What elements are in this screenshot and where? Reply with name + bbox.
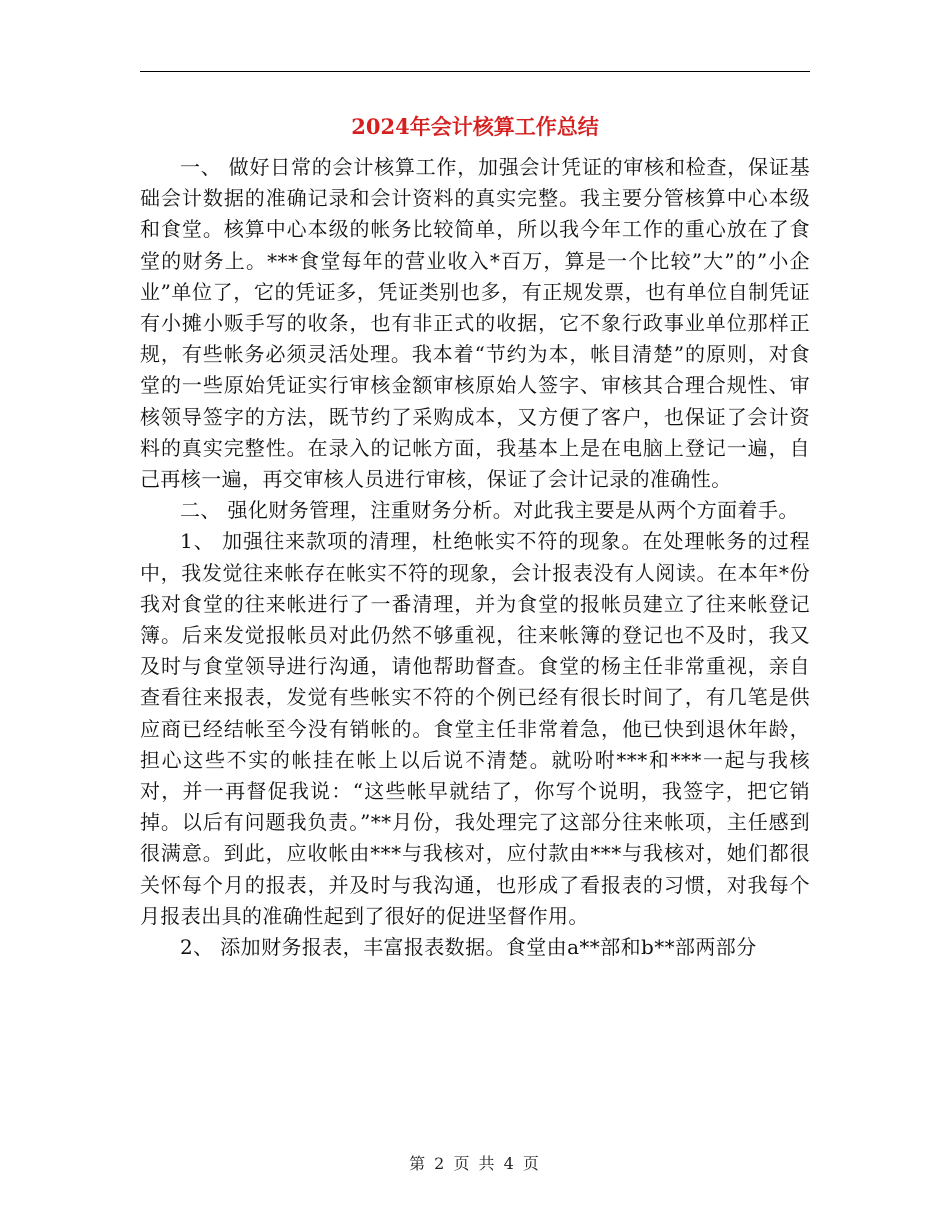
paragraph-section-1: 一、 做好日常的会计核算工作，加强会计凭证的审核和检查，保证基础会计数据的准确记录和会计资料的真实完整。我主要分管核算中心本级和食堂。核算中心本级的帐务比较简单，所以我今年工作的重心放在了食堂的财务上。***食堂每年的营业收入*百万，算是一个比较”大”的”小企业”单位了，它的凭证多，凭证类别也多，有正规发票，也有单位自制凭证有小摊小贩手写的收条，也有非正式的收据，它不象行政事业单位那样正规，有些帐务必须灵活处理。我本着“节约为本，帐目清楚”的原则，对食堂的一些原始凭证实行审核金额审核原始人签字、审核其合理合规性、审核领导签字的方法，既节约了采购成本，又方便了客户，也保证了会计资料的真实完整性。在录入的记帐方面，我基本上是在电脑上登记一遍，自己再核一遍，再交审核人员进行审核，保证了会计记录的准确性。 (140, 155, 810, 492)
page-number-footer: 第 2 页 共 4 页 (409, 1154, 541, 1173)
paragraph-item-1: 1、 加强往来款项的清理，杜绝帐实不符的现象。在处理帐务的过程中，我发觉往来帐存在帐实不符的现象，会计报表没有人阅读。在本年*份我对食堂的往来帐进行了一番清理，并为食堂的报帐员建立了往来帐登记簿。后来发觉报帐员对此仍然不够重视，往来帐簿的登记也不及时，我又及时与食堂领导进行沟通，请他帮助督查。食堂的杨主任非常重视，亲自查看往来报表，发觉有些帐实不符的个例已经有很长时间了，有几笔是供应商已经结帐至今没有销帐的。食堂主任非常着急，他已快到退休年龄，担心这些不实的帐挂在帐上以后说不清楚。就吩咐***和***一起与我核对，并一再督促我说：“这些帐早就结了，你写个说明，我签字，把它销掉。以后有问题我负责。”**月份，我处理完了这部分往来帐项，主任感到很满意。到此，应收帐由***与我核对，应付款由***与我核对，她们都很关怀每个月的报表，并及时与我沟通，也形成了看报表的习惯，对我每个月报表出具的准确性起到了很好的促进坚督作用。 (140, 529, 810, 928)
document-body (140, 152, 810, 963)
paragraph-section-2: 二、 强化财务管理，注重财务分析。对此我主要是从两个方面着手。 (180, 498, 799, 523)
paragraph-item-2: 2、 添加财务报表，丰富报表数据。食堂由a**部和b**部两部分 (180, 935, 757, 960)
header-rule (140, 71, 810, 72)
document-title: 2024年会计核算工作总结 (351, 114, 599, 139)
